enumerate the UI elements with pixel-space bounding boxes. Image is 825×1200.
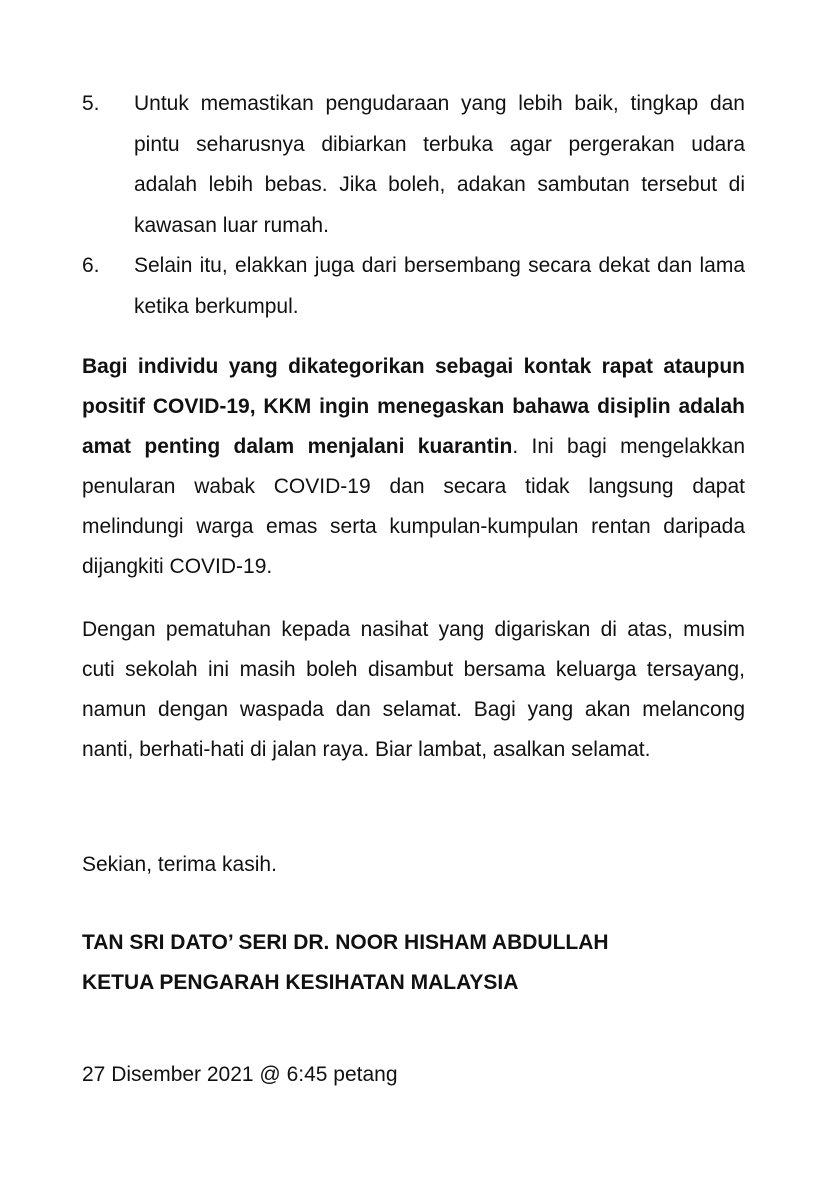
- closing-normal-text: . Ini bagi mengelakkan penularan wabak COVID-19 dan secara tidak langsung dapat melindungi warga emas serta kumpulan-kumpulan rentan daripada dijangkiti COVID-19.: [82, 435, 746, 578]
- list-item-text: Untuk memastikan pengudaraan yang lebih baik, tingkap dan pintu seharusnya dibiarkan terbuka agar pergerakan udara adalah lebih bebas. Jika boleh, adakan sambutan tersebut di kawasan luar rumah.: [134, 92, 745, 237]
- list-item-text: Selain itu, elakkan juga dari bersembang secara dekat dan lama ketika berkumpul.: [134, 254, 745, 318]
- closing-bold-text: Bagi individu yang dikategorikan sebagai kontak rapat ataupun positif COVID-19, KKM ingin menegaskan bahawa disiplin adalah amat penting dalam menjalani kuarantin: [82, 355, 745, 458]
- thanks-line: Sekian, terima kasih.: [82, 853, 277, 876]
- signature-block: [82, 923, 745, 1003]
- list-item-6: [82, 246, 745, 327]
- document-page: [82, 84, 745, 1095]
- date-line: 27 Disember 2021 @ 6:45 petang: [82, 1063, 398, 1086]
- list-number: 6.: [82, 254, 100, 277]
- signatory-name: TAN SRI DATO’ SERI DR. NOOR HISHAM ABDULLAH: [82, 931, 609, 954]
- advice-paragraph: Dengan pematuhan kepada nasihat yang digariskan di atas, musim cuti sekolah ini masih boleh disambut bersama keluarga tersayang, namun dengan waspada dan selamat. Bagi yang akan melancong nanti, berhati-hati di jalan raya. Biar lambat, asalkan selamat.: [82, 618, 745, 761]
- signatory-title: KETUA PENGARAH KESIHATAN MALAYSIA: [82, 971, 519, 994]
- list-item-5: [82, 84, 745, 246]
- list-number: 5.: [82, 92, 100, 115]
- closing-paragraph: [82, 347, 745, 587]
